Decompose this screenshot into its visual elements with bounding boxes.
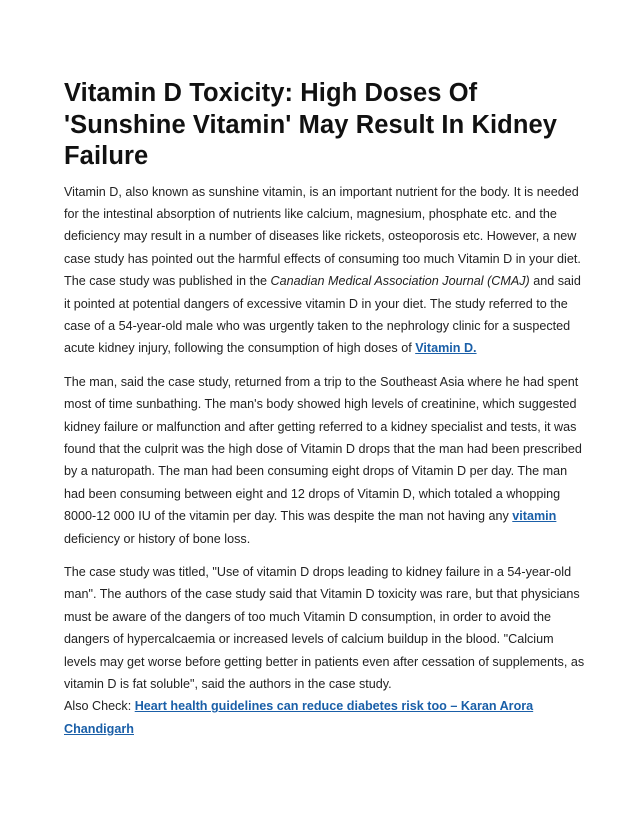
also-check-line: [64, 695, 588, 740]
article-title: Vitamin D Toxicity: High Doses Of 'Sunshine Vitamin' May Result In Kidney Failure: [64, 79, 558, 170]
paragraph-2-text-a: The man, said the case study, returned from a trip to the Southeast Asia where he had spent most of time sunbathing. The man's body showed high levels of creatinine, which suggested kidney failure or malfunction and after getting referred to a kidney specialist and tests, it was found that the culprit was the high dose of Vitamin D drops that the man had been prescribed by a naturopath. The man had been consuming eight drops of Vitamin D per day. The man had been consuming between eight and 12 drops of Vitamin D, which totaled a whopping 8000-12 000 IU of the vitamin per day. This was despite the man not having any: [64, 374, 582, 524]
paragraph-2: [64, 371, 588, 550]
paragraph-1-text-b: and said it pointed at potential dangers of excessive vitamin D in your diet. The study referred to the case of a 54-year-old male who was urgently taken to the nephrology clinic for a suspected acute kidney injury, following the consumption of high doses of: [64, 274, 581, 356]
heart-health-link[interactable]: Heart health guidelines can reduce diabetes risk too – Karan Arora Chandigarh: [64, 699, 534, 736]
paragraph-3: The case study was titled, "Use of vitamin D drops leading to kidney failure in a 54-year-old man". The authors of the case study said that Vitamin D toxicity was rare, but that physicians must be aware of the dangers of too much Vitamin D consumption, in order to avoid the dangers of hypercalcaemia or increased levels of calcium buildup in the blood. "Calcium levels may get worse before getting better in patients even after cessation of supplements, as vitamin D is fat soluble", said the authors in the case study.: [64, 565, 585, 692]
paragraph-1-text-a: Vitamin D, also known as sunshine vitamin, is an important nutrient for the body. It is needed for the intestinal absorption of nutrients like calcium, magnesium, phosphate etc. and the deficiency may result in a number of diseases like rickets, osteoporosis etc. However, a new case study has pointed out the harmful effects of consuming too much Vitamin D in your diet. The case study was published in the: [64, 184, 581, 289]
paragraph-2-text-b: deficiency or history of bone loss.: [64, 531, 251, 546]
vitamin-d-link[interactable]: Vitamin D.: [415, 341, 477, 356]
journal-name: Canadian Medical Association Journal (CMAJ): [270, 274, 530, 289]
vitamin-link[interactable]: vitamin: [512, 509, 557, 524]
also-check-label: Also Check:: [64, 699, 135, 714]
paragraph-1: [64, 181, 588, 360]
